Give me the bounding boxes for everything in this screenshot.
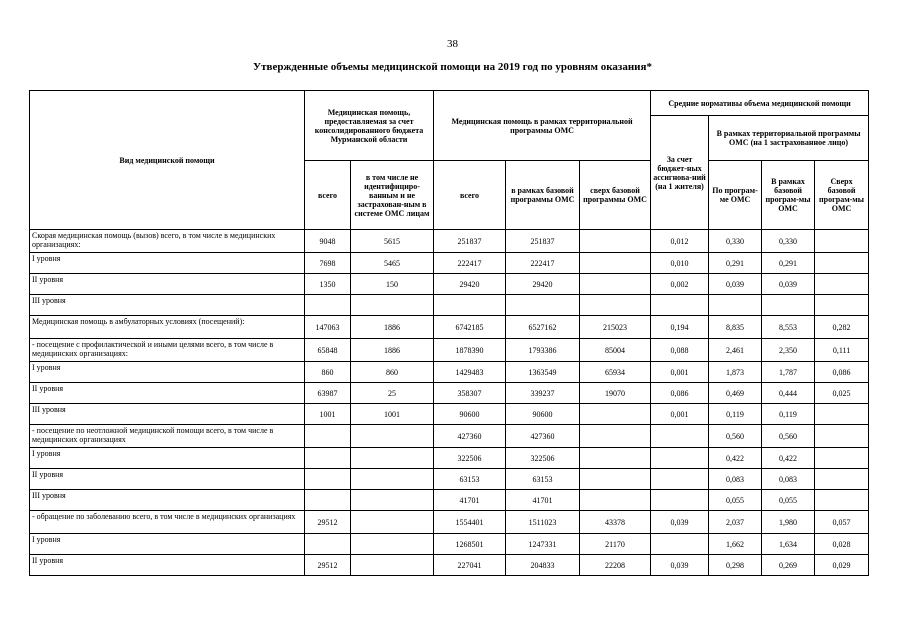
cell-o-total: 222417 [434, 253, 506, 274]
table-row [30, 295, 869, 316]
cell-b-unid: 150 [351, 274, 434, 295]
cell-n-budget: 0,039 [651, 555, 709, 576]
header-oms-above: сверх базовой программы ОМС [580, 161, 651, 230]
cell-o-above: 65934 [580, 362, 651, 383]
cell-n-above [815, 274, 869, 295]
row-label: III уровня [30, 490, 305, 511]
cell-o-basic: 6527162 [506, 316, 580, 339]
cell-n-above [815, 490, 869, 511]
row-label: II уровня [30, 274, 305, 295]
document-title: Утвержденные объемы медицинской помощи на 2019 год по уровням оказания* [253, 61, 652, 73]
cell-o-above [580, 448, 651, 469]
table-row [30, 511, 869, 534]
cell-n-budget: 0,088 [651, 339, 709, 362]
cell-o-total: 29420 [434, 274, 506, 295]
cell-n-budget: 0,012 [651, 230, 709, 253]
cell-n-basic: 0,291 [762, 253, 815, 274]
table-row [30, 469, 869, 490]
cell-n-oms: 1,873 [709, 362, 762, 383]
header-oms-basic: в рамках базовой программы ОМС [506, 161, 580, 230]
row-label: II уровня [30, 469, 305, 490]
header-oms-group: Медицинская помощь в рамках территориальной программы ОМС [434, 91, 651, 161]
table-row [30, 404, 869, 425]
cell-n-budget: 0,001 [651, 404, 709, 425]
row-label: III уровня [30, 295, 305, 316]
table-row [30, 490, 869, 511]
cell-b-total [305, 425, 351, 448]
cell-n-basic: 0,269 [762, 555, 815, 576]
cell-o-basic: 29420 [506, 274, 580, 295]
cell-o-above: 22208 [580, 555, 651, 576]
row-label: - обращение по заболеванию всего, в том числе в медицинских организациях [30, 511, 305, 534]
cell-n-budget [651, 448, 709, 469]
cell-n-oms: 0,298 [709, 555, 762, 576]
cell-b-total: 63987 [305, 383, 351, 404]
cell-n-basic: 2,350 [762, 339, 815, 362]
table-row [30, 316, 869, 339]
cell-n-oms: 1,662 [709, 534, 762, 555]
row-label: I уровня [30, 534, 305, 555]
cell-o-total: 427360 [434, 425, 506, 448]
cell-n-oms: 0,055 [709, 490, 762, 511]
table-row [30, 362, 869, 383]
cell-o-basic: 251837 [506, 230, 580, 253]
row-label: I уровня [30, 362, 305, 383]
cell-o-basic: 427360 [506, 425, 580, 448]
cell-n-oms: 0,291 [709, 253, 762, 274]
cell-n-oms: 0,083 [709, 469, 762, 490]
cell-o-above: 19070 [580, 383, 651, 404]
cell-b-unid [351, 511, 434, 534]
cell-o-basic: 322506 [506, 448, 580, 469]
cell-o-above: 43378 [580, 511, 651, 534]
cell-n-above [815, 230, 869, 253]
header-kind: Вид медицинской помощи [30, 91, 305, 230]
cell-n-basic: 0,039 [762, 274, 815, 295]
cell-b-unid [351, 469, 434, 490]
cell-b-unid: 1886 [351, 339, 434, 362]
cell-b-total: 147063 [305, 316, 351, 339]
cell-o-total: 1878390 [434, 339, 506, 362]
cell-n-basic: 0,083 [762, 469, 815, 490]
cell-n-above: 0,057 [815, 511, 869, 534]
cell-o-total: 1429483 [434, 362, 506, 383]
cell-n-basic: 0,055 [762, 490, 815, 511]
cell-b-total: 9048 [305, 230, 351, 253]
cell-n-above [815, 253, 869, 274]
cell-n-above: 0,282 [815, 316, 869, 339]
cell-o-above: 215023 [580, 316, 651, 339]
cell-n-above: 0,111 [815, 339, 869, 362]
cell-n-basic: 0,422 [762, 448, 815, 469]
row-label: Медицинская помощь в амбулаторных условиях (посещений): [30, 316, 305, 339]
cell-o-basic: 204833 [506, 555, 580, 576]
cell-b-unid: 1886 [351, 316, 434, 339]
table-row [30, 230, 869, 253]
cell-b-total: 1001 [305, 404, 351, 425]
cell-n-budget: 0,039 [651, 511, 709, 534]
row-label: II уровня [30, 383, 305, 404]
table-row [30, 339, 869, 362]
cell-n-budget: 0,010 [651, 253, 709, 274]
cell-b-unid: 1001 [351, 404, 434, 425]
cell-o-total: 63153 [434, 469, 506, 490]
header-norms-group: Средние нормативы объема медицинской помощи [651, 91, 869, 116]
row-label: - посещение по неотложной медицинской помощи всего, в том числе в медицинских организациях [30, 425, 305, 448]
cell-b-total [305, 469, 351, 490]
cell-n-oms: 0,039 [709, 274, 762, 295]
header-budget-unidentified: в том числе не идентифициро-ванным и не застрахован-ным в системе ОМС лицам [351, 161, 434, 230]
cell-b-unid: 5615 [351, 230, 434, 253]
table-body [30, 230, 869, 576]
cell-n-budget [651, 295, 709, 316]
cell-n-oms: 0,469 [709, 383, 762, 404]
cell-o-total: 6742185 [434, 316, 506, 339]
cell-b-unid [351, 490, 434, 511]
cell-o-total: 322506 [434, 448, 506, 469]
cell-n-budget [651, 425, 709, 448]
cell-n-oms: 0,330 [709, 230, 762, 253]
cell-n-budget: 0,001 [651, 362, 709, 383]
row-label: - посещение с профилактической и иными целями всего, в том числе в медицинских организациях: [30, 339, 305, 362]
cell-n-budget: 0,086 [651, 383, 709, 404]
cell-o-above [580, 425, 651, 448]
cell-n-above: 0,028 [815, 534, 869, 555]
cell-n-above: 0,029 [815, 555, 869, 576]
table-row [30, 448, 869, 469]
cell-n-above [815, 448, 869, 469]
cell-n-budget: 0,002 [651, 274, 709, 295]
table-row [30, 534, 869, 555]
cell-n-basic: 1,634 [762, 534, 815, 555]
cell-o-above [580, 274, 651, 295]
table-row [30, 274, 869, 295]
cell-o-above [580, 295, 651, 316]
cell-n-basic: 1,787 [762, 362, 815, 383]
cell-o-above [580, 469, 651, 490]
cell-b-total: 1350 [305, 274, 351, 295]
cell-n-oms: 2,037 [709, 511, 762, 534]
cell-b-unid [351, 448, 434, 469]
cell-o-basic: 1363549 [506, 362, 580, 383]
header-norms-oms-above: Сверх базовой програм-мы ОМС [815, 161, 869, 230]
cell-n-above [815, 295, 869, 316]
volumes-table [29, 90, 869, 576]
cell-b-unid [351, 555, 434, 576]
header-budget-total: всего [305, 161, 351, 230]
cell-n-basic: 0,119 [762, 404, 815, 425]
cell-o-total: 90600 [434, 404, 506, 425]
table-row [30, 383, 869, 404]
cell-n-oms: 2,461 [709, 339, 762, 362]
cell-o-above [580, 404, 651, 425]
cell-b-total: 65848 [305, 339, 351, 362]
cell-b-total [305, 295, 351, 316]
cell-o-basic [506, 295, 580, 316]
cell-o-above: 85004 [580, 339, 651, 362]
cell-b-total: 29512 [305, 511, 351, 534]
cell-o-basic: 222417 [506, 253, 580, 274]
cell-o-total: 1554401 [434, 511, 506, 534]
cell-n-oms [709, 295, 762, 316]
row-label: III уровня [30, 404, 305, 425]
cell-n-basic: 1,980 [762, 511, 815, 534]
cell-n-budget: 0,194 [651, 316, 709, 339]
cell-b-total [305, 490, 351, 511]
cell-b-unid [351, 534, 434, 555]
table-row [30, 425, 869, 448]
cell-o-basic: 41701 [506, 490, 580, 511]
cell-b-unid [351, 295, 434, 316]
cell-n-oms: 8,835 [709, 316, 762, 339]
cell-o-basic: 63153 [506, 469, 580, 490]
cell-n-oms: 0,422 [709, 448, 762, 469]
cell-o-total [434, 295, 506, 316]
cell-n-oms: 0,119 [709, 404, 762, 425]
page-number: 38 [447, 38, 458, 50]
cell-n-budget [651, 490, 709, 511]
row-label: Скорая медицинская помощь (вызов) всего, в том числе в медицинских организациях: [30, 230, 305, 253]
cell-o-total: 251837 [434, 230, 506, 253]
cell-b-unid: 25 [351, 383, 434, 404]
cell-o-above: 21170 [580, 534, 651, 555]
cell-b-total [305, 448, 351, 469]
cell-n-budget [651, 469, 709, 490]
cell-n-basic: 0,444 [762, 383, 815, 404]
cell-o-basic: 339237 [506, 383, 580, 404]
cell-n-basic: 0,330 [762, 230, 815, 253]
cell-n-basic: 0,560 [762, 425, 815, 448]
cell-b-total [305, 534, 351, 555]
cell-b-total: 860 [305, 362, 351, 383]
cell-n-above [815, 469, 869, 490]
cell-n-above [815, 404, 869, 425]
table-row [30, 253, 869, 274]
cell-n-basic: 8,553 [762, 316, 815, 339]
cell-n-budget [651, 534, 709, 555]
header-norms-oms-total: По програм-ме ОМС [709, 161, 762, 230]
cell-n-above: 0,025 [815, 383, 869, 404]
cell-o-above [580, 253, 651, 274]
header-norms-budget: За счет бюджет-ных ассигнова-ний (на 1 жителя) [651, 116, 709, 230]
cell-o-basic: 1247331 [506, 534, 580, 555]
cell-n-oms: 0,560 [709, 425, 762, 448]
row-label: I уровня [30, 448, 305, 469]
cell-o-total: 227041 [434, 555, 506, 576]
cell-o-above [580, 230, 651, 253]
cell-b-unid [351, 425, 434, 448]
header-norms-oms-basic: В рамках базовой програм-мы ОМС [762, 161, 815, 230]
cell-b-total: 29512 [305, 555, 351, 576]
cell-b-total: 7698 [305, 253, 351, 274]
cell-o-basic: 1793386 [506, 339, 580, 362]
row-label: II уровня [30, 555, 305, 576]
cell-o-basic: 1511023 [506, 511, 580, 534]
table-row [30, 555, 869, 576]
cell-b-unid: 5465 [351, 253, 434, 274]
cell-o-basic: 90600 [506, 404, 580, 425]
cell-n-above: 0,086 [815, 362, 869, 383]
cell-o-total: 358307 [434, 383, 506, 404]
cell-o-above [580, 490, 651, 511]
cell-o-total: 41701 [434, 490, 506, 511]
cell-b-unid: 860 [351, 362, 434, 383]
cell-n-basic [762, 295, 815, 316]
cell-o-total: 1268501 [434, 534, 506, 555]
header-budget-group: Медицинская помощь, предоставляемая за счет консолидированного бюджета Мурманской области [305, 91, 434, 161]
row-label: I уровня [30, 253, 305, 274]
header-oms-total: всего [434, 161, 506, 230]
cell-n-above [815, 425, 869, 448]
header-norms-oms-group: В рамках территориальной программы ОМС (на 1 застрахованное лицо) [709, 116, 869, 161]
